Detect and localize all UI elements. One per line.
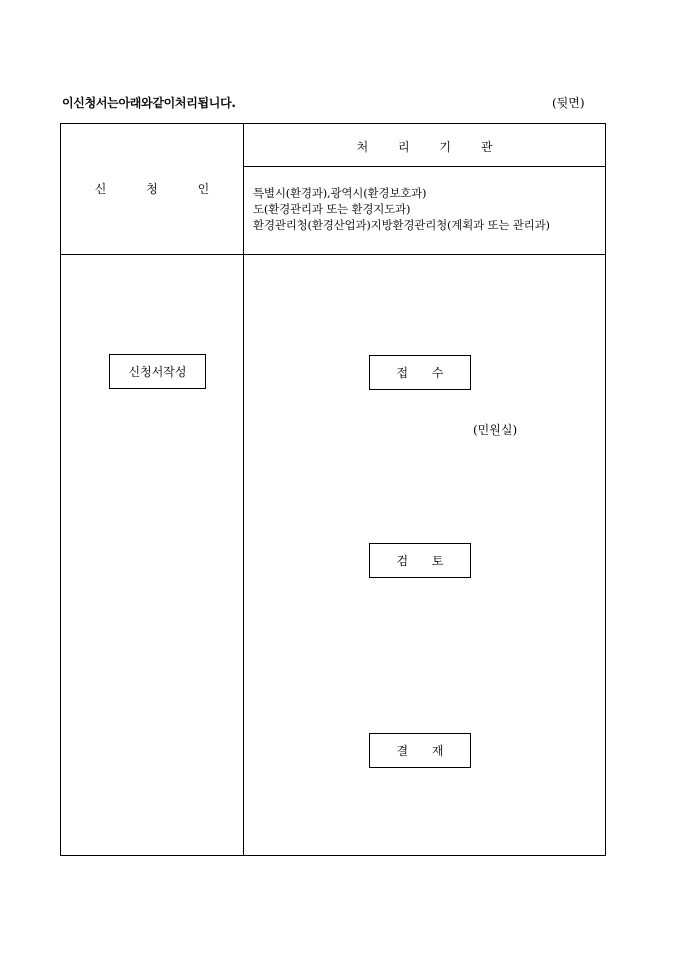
step-review: 검 토 [369,543,471,578]
agency-header-divider [244,166,605,167]
applicant-column-header: 신 청 인 [94,182,210,196]
step-write-application: 신청서작성 [109,354,206,389]
processing-note: 이신청서는아래와같이처리됩니다. [62,96,236,110]
step-approve: 결 재 [369,733,471,768]
agency-item: 도(환경관리과 또는 환경지도과) [253,202,411,216]
agency-item: 특별시(환경과),광역시(환경보호과) [253,186,427,200]
agency-column-header: 처 리 기 관 [356,140,493,154]
process-flow-table [60,123,606,856]
page-side-label: (뒷면) [552,96,585,110]
agency-item: 환경관리청(환경산업과)지방환경관리청(계획과 또는 관리과) [253,218,550,232]
office-note: (민원실) [473,423,518,437]
header-body-divider [61,254,605,255]
agency-list [253,185,550,233]
column-divider [243,124,244,855]
step-receive: 접 수 [369,355,471,390]
